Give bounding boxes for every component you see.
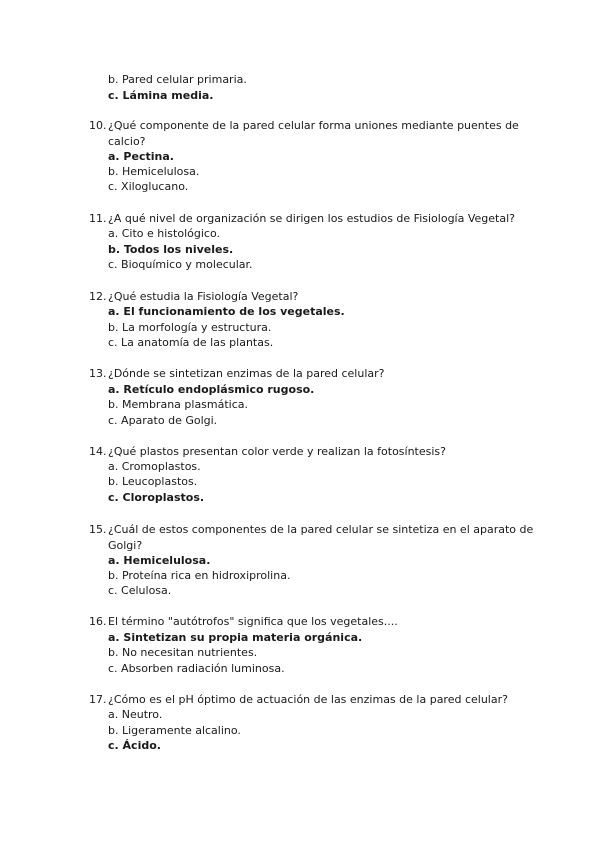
option: c. Bioquímico y molecular. <box>108 258 253 271</box>
option: c. Xiloglucano. <box>108 180 189 193</box>
question-text: ¿Qué componente de la pared celular forma uniones mediante puentes de calcio? <box>108 119 519 148</box>
question-text: ¿Qué estudia la Fisiología Vegetal? <box>108 290 299 303</box>
option: b. Hemicelulosa. <box>108 165 200 178</box>
question-number: 10. <box>89 119 107 132</box>
question-text: ¿Cómo es el pH óptimo de actuación de las enzimas de la pared celular? <box>108 693 508 706</box>
option-correct: c. Ácido. <box>108 739 161 752</box>
option: c. Aparato de Golgi. <box>108 414 218 427</box>
option-correct: a. Hemicelulosa. <box>108 554 211 567</box>
option: a. Cito e histológico. <box>108 227 220 240</box>
question-text: ¿A qué nivel de organización se dirigen los estudios de Fisiología Vegetal? <box>108 212 515 225</box>
option: b. Membrana plasmática. <box>108 398 249 411</box>
option: b. La morfología y estructura. <box>108 321 272 334</box>
question-number: 17. <box>89 693 107 706</box>
option: c. Absorben radiación luminosa. <box>108 662 285 675</box>
question-number: 15. <box>89 523 107 536</box>
question-number: 11. <box>89 212 107 225</box>
question-text: El término "autótrofos" significa que los vegetales.... <box>108 615 398 628</box>
option: b. Proteína rica en hidroxiprolina. <box>108 569 291 582</box>
question-number: 13. <box>89 367 107 380</box>
option-correct: a. Retículo endoplásmico rugoso. <box>108 383 315 396</box>
option: a. Neutro. <box>108 708 163 721</box>
option-correct: c. Cloroplastos. <box>108 491 205 504</box>
question-number: 14. <box>89 445 107 458</box>
option: c. Celulosa. <box>108 584 172 597</box>
question-text: ¿Cuál de estos componentes de la pared celular se sintetiza en el aparato de Golgi? <box>108 523 534 552</box>
option: c. La anatomía de las plantas. <box>108 336 274 349</box>
option: a. Cromoplastos. <box>108 460 201 473</box>
question-text: ¿Dónde se sintetizan enzimas de la pared celular? <box>108 367 385 380</box>
question-text: ¿Qué plastos presentan color verde y realizan la fotosíntesis? <box>108 445 446 458</box>
option-correct: a. Sintetizan su propia materia orgánica. <box>108 631 363 644</box>
option: b. Ligeramente alcalino. <box>108 724 241 737</box>
question-number: 12. <box>89 290 107 303</box>
option: b. Leucoplastos. <box>108 475 198 488</box>
option-q9-c-correct: c. Lámina media. <box>108 89 214 102</box>
option: b. No necesitan nutrientes. <box>108 646 258 659</box>
option-q9-b: b. Pared celular primaria. <box>108 73 247 86</box>
question-number: 16. <box>89 615 107 628</box>
option-correct: b. Todos los niveles. <box>108 243 234 256</box>
option-correct: a. El funcionamiento de los vegetales. <box>108 305 345 318</box>
option-correct: a. Pectina. <box>108 150 174 163</box>
